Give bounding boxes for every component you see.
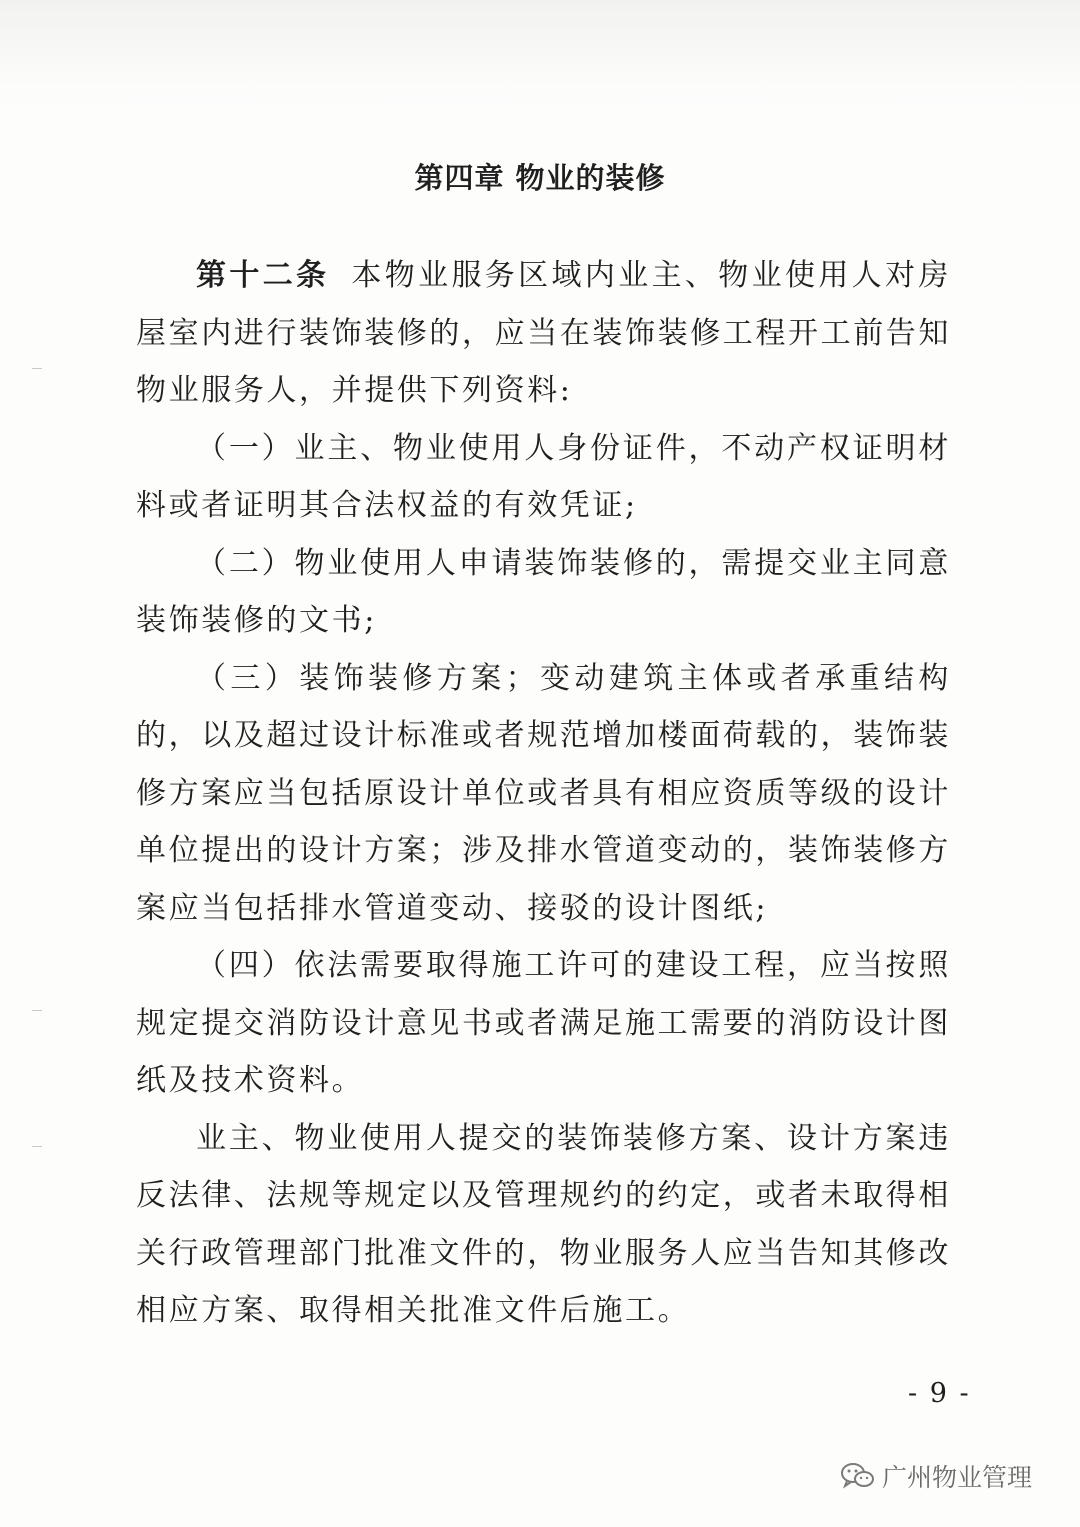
list-item: （四）依法需要取得施工许可的建设工程，应当按照规定提交消防设计意见书或者满足施工需要的消防设计图纸及技术资料。 xyxy=(136,948,951,1098)
article-intro-paragraph xyxy=(136,247,951,420)
article-body xyxy=(136,247,951,1340)
scan-speck xyxy=(32,1146,42,1147)
article-number: 第十二条 xyxy=(196,258,330,293)
list-item: （三）装饰装修方案；变动建筑主体或者承重结构的，以及超过设计标准或者规范增加楼面荷载的，装饰装修方案应当包括原设计单位或者具有相应资质等级的设计单位提出的设计方案；涉及排水管道变动的，装饰装修方案应当包括排水管道变动、接驳的设计图纸; xyxy=(136,660,951,926)
page-number: - 9 - xyxy=(908,1378,971,1409)
closing-paragraph: 业主、物业使用人提交的装饰装修方案、设计方案违反法律、法规等规定以及管理规约的约定，或者未取得相关行政管理部门批准文件的，物业服务人应当告知其修改相应方案、取得相关批准文件后施工。 xyxy=(136,1120,951,1328)
scan-speck xyxy=(32,368,42,369)
chapter-title: 第四章 物业的装修 xyxy=(414,161,666,195)
scan-speck xyxy=(32,1010,42,1011)
source-watermark xyxy=(840,1458,1032,1494)
watermark-text: 广州物业管理 xyxy=(882,1463,1033,1492)
wechat-icon xyxy=(840,1461,876,1491)
list-item: （二）物业使用人申请装饰装修的，需提交业主同意装饰装修的文书; xyxy=(136,545,951,638)
article-intro: 本物业服务区域内业主、物业使用人对房屋室内进行装饰装修的，应当在装饰装修工程开工前告知物业服务人，并提供下列资料: xyxy=(136,258,951,408)
scan-shadow xyxy=(0,0,1080,110)
list-item: （一）业主、物业使用人身份证件，不动产权证明材料或者证明其合法权益的有效凭证; xyxy=(136,430,951,523)
